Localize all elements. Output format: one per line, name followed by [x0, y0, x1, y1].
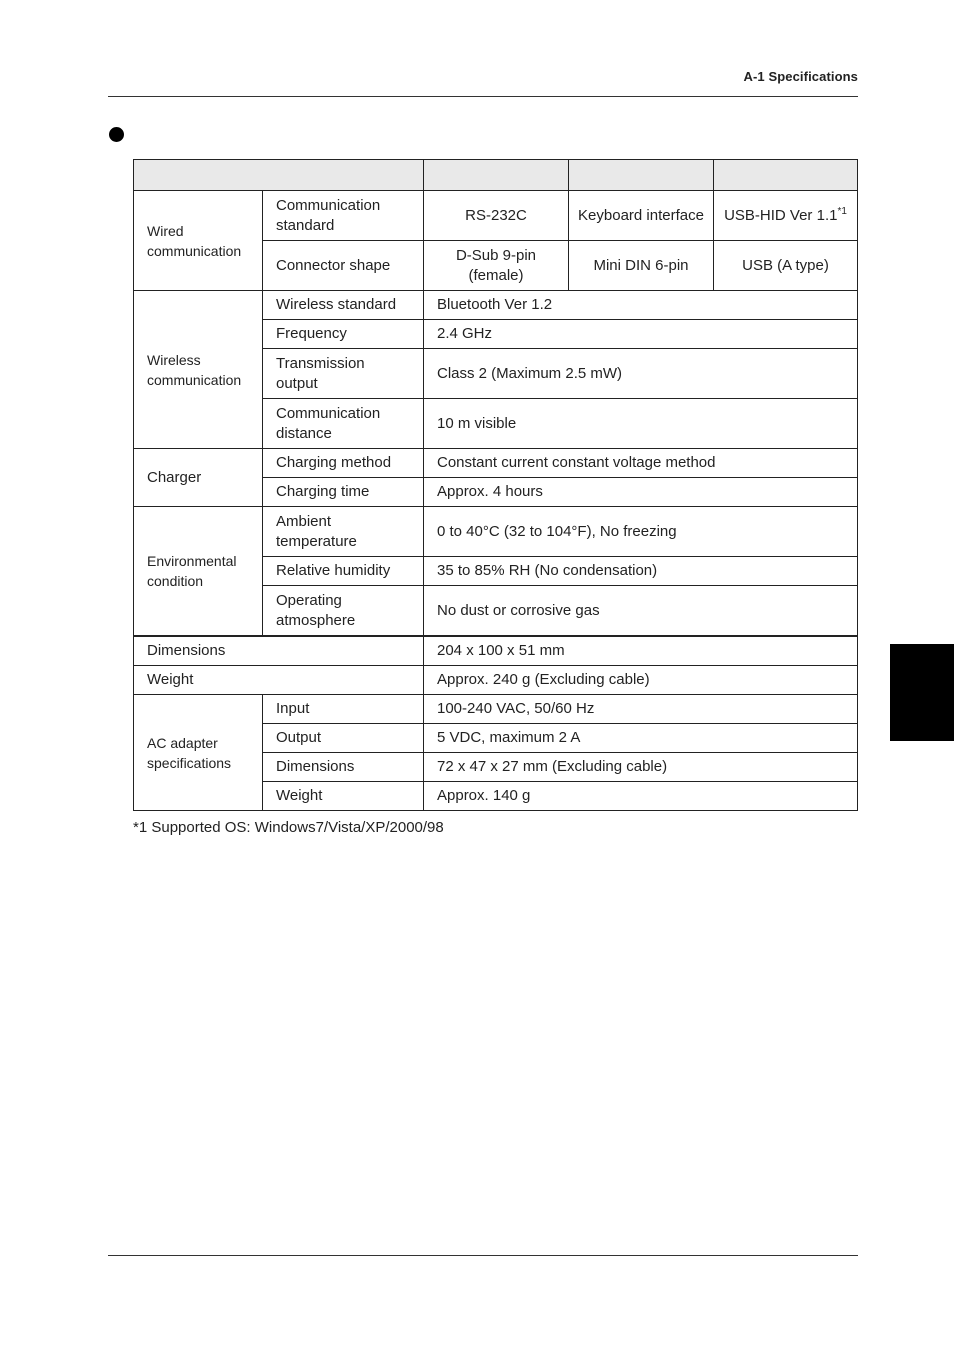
usb-standard-text: USB-HID Ver 1.1 — [724, 206, 838, 224]
table-footnote: *1 Supported OS: Windows7/Vista/XP/2000/98 — [133, 819, 444, 836]
table-row — [134, 636, 858, 666]
row-label: Output — [263, 724, 424, 753]
row-label: Weight — [263, 782, 424, 811]
row-label: Ambient temperature — [263, 507, 424, 557]
value-cell: No dust or corrosive gas — [424, 586, 858, 637]
value-cell: 72 x 47 x 27 mm (Excluding cable) — [424, 753, 858, 782]
value-cell: 204 x 100 x 51 mm — [424, 636, 858, 666]
header-cell — [714, 160, 858, 191]
row-label: Relative humidity — [263, 557, 424, 586]
row-label: Transmission output — [263, 349, 424, 399]
row-label: Communication standard — [263, 191, 424, 241]
group-label-wired: Wired communication — [134, 191, 263, 291]
group-label-wireless: Wireless communication — [134, 291, 263, 449]
value-cell: 10 m visible — [424, 399, 858, 449]
row-label: Wireless standard — [263, 291, 424, 320]
row-label: Dimensions — [134, 636, 424, 666]
row-label: Dimensions — [263, 753, 424, 782]
table-row — [134, 507, 858, 557]
row-label: Communication distance — [263, 399, 424, 449]
value-cell: RS-232C — [424, 191, 569, 241]
value-cell: USB (A type) — [714, 241, 858, 291]
footer-divider — [108, 1255, 858, 1256]
value-cell: 5 VDC, maximum 2 A — [424, 724, 858, 753]
group-label-charger: Charger — [134, 449, 263, 507]
row-label: Frequency — [263, 320, 424, 349]
page-header-title: A-1 Specifications — [743, 69, 858, 84]
header-cell — [569, 160, 714, 191]
value-cell: Approx. 140 g — [424, 782, 858, 811]
section-bullet-icon — [109, 127, 124, 142]
value-cell: D-Sub 9-pin (female) — [424, 241, 569, 291]
header-cell — [424, 160, 569, 191]
value-cell: Keyboard interface — [569, 191, 714, 241]
table-row — [134, 291, 858, 320]
row-label: Weight — [134, 666, 424, 695]
value-cell: 2.4 GHz — [424, 320, 858, 349]
group-label-ac-adapter: AC adapter specifications — [134, 695, 263, 811]
group-label-environment: Environmental condition — [134, 507, 263, 637]
value-cell: Constant current constant voltage method — [424, 449, 858, 478]
value-cell-usb — [714, 191, 858, 241]
header-cell — [134, 160, 424, 191]
value-cell: 35 to 85% RH (No condensation) — [424, 557, 858, 586]
footnote-marker: *1 — [837, 205, 847, 217]
chapter-side-tab — [890, 644, 954, 741]
table-header-row — [134, 160, 858, 191]
value-cell: Approx. 240 g (Excluding cable) — [424, 666, 858, 695]
row-label: Connector shape — [263, 241, 424, 291]
header-divider — [108, 96, 858, 97]
table-row — [134, 449, 858, 478]
row-label: Charging method — [263, 449, 424, 478]
value-cell: Approx. 4 hours — [424, 478, 858, 507]
table-row — [134, 191, 858, 241]
value-cell: Bluetooth Ver 1.2 — [424, 291, 858, 320]
value-cell: Class 2 (Maximum 2.5 mW) — [424, 349, 858, 399]
table-row — [134, 695, 858, 724]
specifications-table — [133, 159, 858, 811]
row-label: Operating atmosphere — [263, 586, 424, 637]
value-cell: Mini DIN 6-pin — [569, 241, 714, 291]
value-cell: 0 to 40°C (32 to 104°F), No freezing — [424, 507, 858, 557]
row-label: Charging time — [263, 478, 424, 507]
value-cell: 100-240 VAC, 50/60 Hz — [424, 695, 858, 724]
row-label: Input — [263, 695, 424, 724]
table-row — [134, 666, 858, 695]
